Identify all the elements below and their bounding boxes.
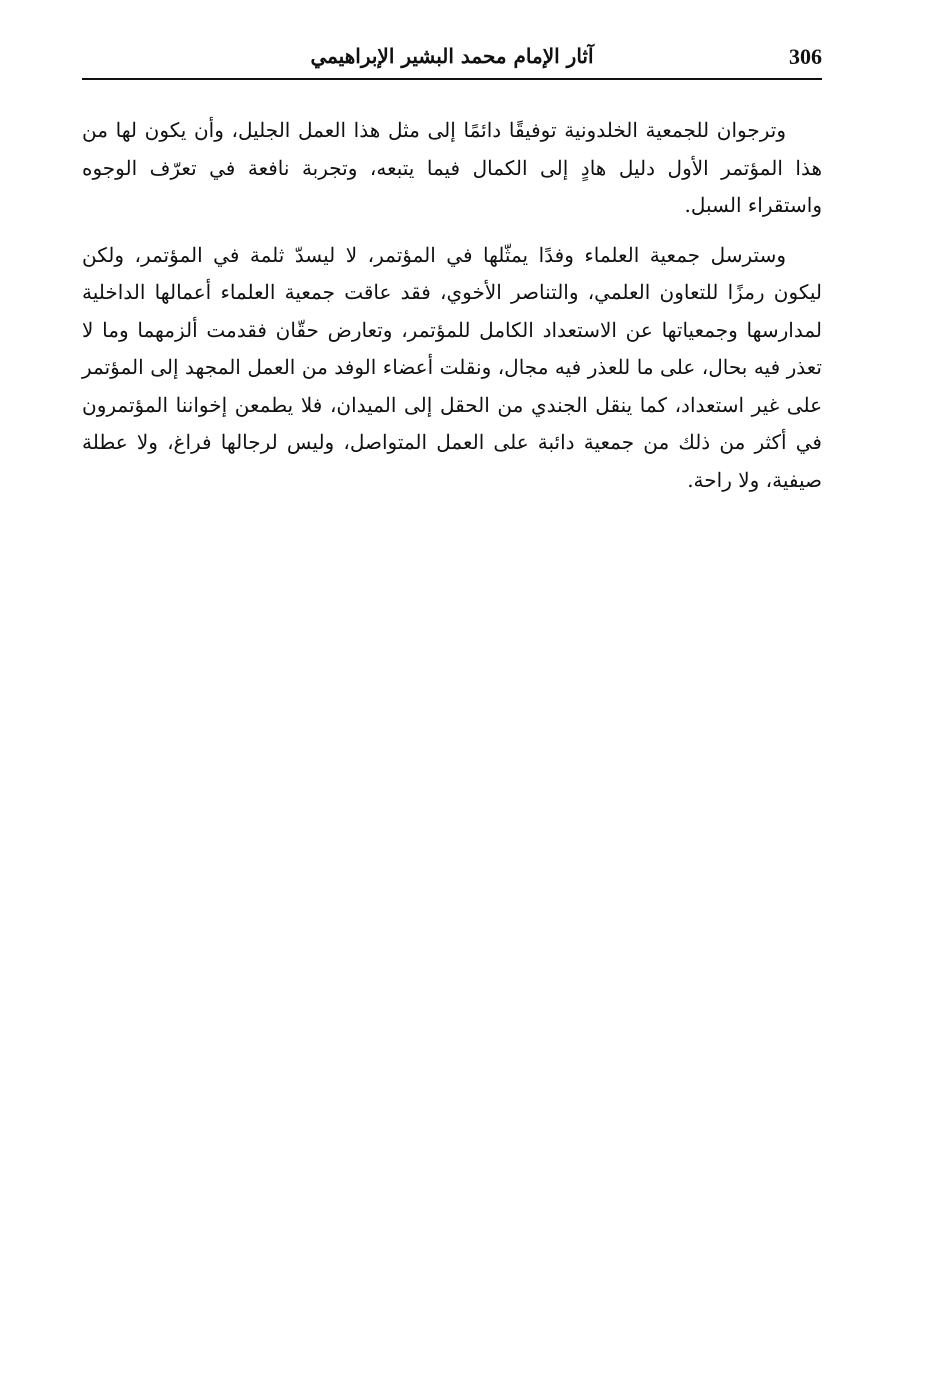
header-rule bbox=[82, 78, 822, 80]
paragraph: وسترسل جمعية العلماء وفدًا يمثّلها في المؤتمر، لا ليسدّ ثلمة في المؤتمر، ولكن ليكون رمزًا للتعاون العلمي، والتناصر الأخوي، فقد عاقت جمعية العلماء أعمالها الداخلية لمدارسها وجمعياتها عن الاستعداد الكامل للمؤتمر، وتعارض حقّان فقدمت ألزمهما وما لا تعذر فيه بحال، على ما للعذر فيه مجال، ونقلت أعضاء الوفد من العمل المجهد إلى المؤتمر على غير استعداد، كما ينقل الجندي من الحقل إلى الميدان، فلا يطمعن إخواننا المؤتمرون في أكثر من ذلك من جمعية دائبة على العمل المتواصل، وليس لرجالها فراغ، ولا عطلة صيفية، ولا راحة. bbox=[82, 242, 823, 492]
body-text bbox=[82, 112, 822, 511]
page-number: 306 bbox=[789, 44, 822, 69]
paragraph: وترجوان للجمعية الخلدونية توفيقًا دائمًا إلى مثل هذا العمل الجليل، وأن يكون لها من هذا المؤتمر الأول دليل هادٍ إلى الكمال فيما يتبعه، وتجربة نافعة في تعرّف الوجوه واستقراء السبل. bbox=[82, 118, 822, 217]
page-header bbox=[82, 40, 822, 80]
running-title: آثار الإمام محمد البشير الإبراهيمي bbox=[310, 44, 594, 68]
